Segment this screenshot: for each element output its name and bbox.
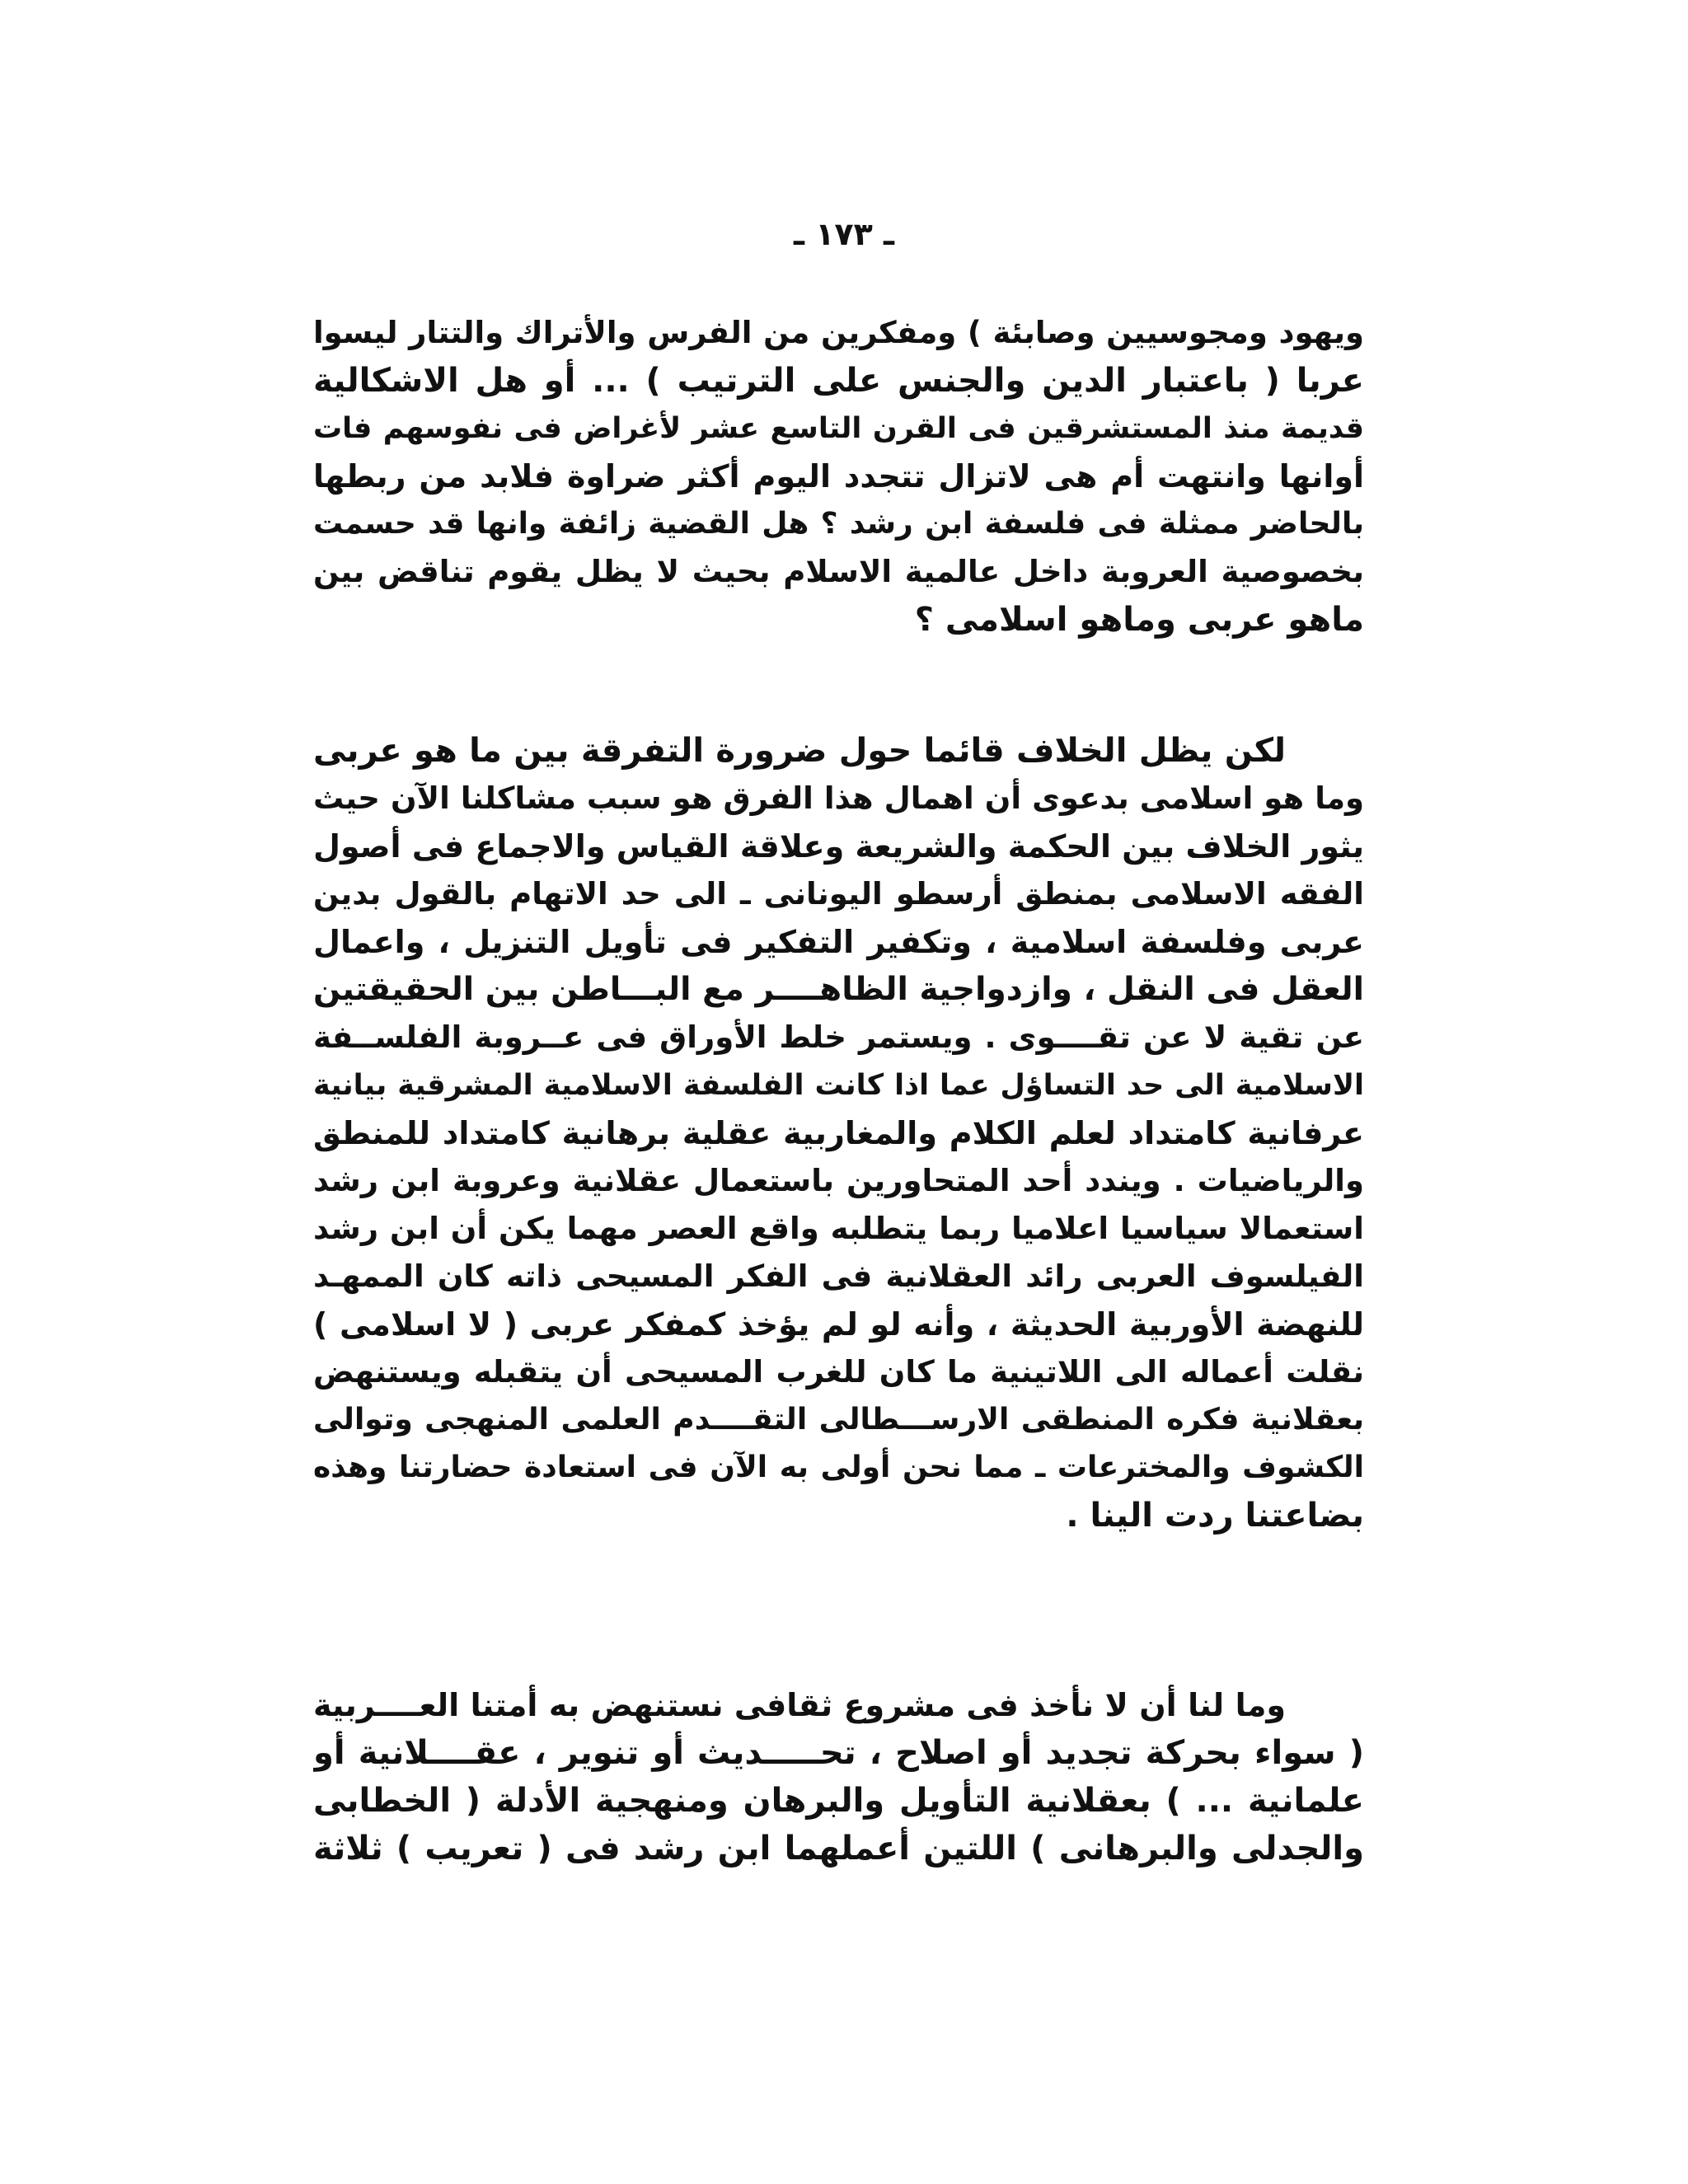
text-line: الكشوف والمخترعات ـ مما نحن أولى به الآن فى استعادة حضارتنا وهذه: [313, 1451, 1364, 1484]
text-line: عرفانية كامتداد لعلم الكلام والمغاربية عقلية برهانية كامتداد للمنطق: [313, 1115, 1364, 1151]
text-line: قديمة منذ المستشرقين فى القرن التاسع عشر لأغراض فى نفوسهم فات: [313, 412, 1364, 445]
paragraph-2: [313, 727, 1364, 1540]
text-line: لكن يظل الخلاف قائما حول ضرورة التفرقة بين ما هو عربى: [313, 732, 1286, 770]
text-line: يثور الخلاف بين الحكمة والشريعة وعلاقة القياس والاجماع فى أصول: [313, 828, 1364, 865]
text-line: والجدلى والبرهانى ) اللتين أعملهما ابن رشد فى ( تعريب ) ثلاثة: [313, 1830, 1364, 1868]
text-line: استعمالا سياسيا اعلاميا ربما يتطلبه واقع العصر مهما يكن أن ابن رشد: [313, 1211, 1364, 1246]
text-line: عن تقية لا عن تقــــوى . ويستمر خلط الأوراق فى عــروبة الفلســفة: [313, 1019, 1364, 1055]
page-number: ـ ١٧٣ ـ: [793, 216, 895, 252]
text-line: الفقه الاسلامى بمنطق أرسطو اليونانى ـ الى حد الاتهام بالقول بدين: [313, 876, 1364, 912]
text-line: ( سواء بحركة تجديد أو اصلاح ، تحـــــديث أو تنوير ، عقــــلانية أو: [313, 1734, 1364, 1772]
text-line: بالحاضر ممثلة فى فلسفة ابن رشد ؟ هل القضية زائفة وانها قد حسمت: [313, 507, 1364, 541]
text-line: والرياضيات . ويندد أحد المتحاورين باستعمال عقلانية وعروبة ابن رشد: [313, 1163, 1364, 1198]
text-line: الاسلامية الى حد التساؤل عما اذا كانت الفلسفة الاسلامية المشرقية بيانية: [313, 1069, 1364, 1102]
text-line: عربى وفلسفة اسلامية ، وتكفير التفكير فى تأويل التنزيل ، واعمال: [313, 924, 1364, 960]
text-line: العقل فى النقل ، وازدواجية الظاهــــر مع البـــاطن بين الحقيقتين: [313, 971, 1364, 1008]
paragraph-3: [313, 1681, 1364, 1872]
text-line: علمانية ... ) بعقلانية التأويل والبرهان ومنهجية الأدلة ( الخطابى: [313, 1782, 1364, 1820]
text-line: الفيلسوف العربى رائد العقلانية فى الفكر المسيحى ذاته كان الممهـد: [313, 1258, 1364, 1294]
paragraph-1: [313, 309, 1364, 644]
text-line: أوانها وانتهت أم هى لاتزال تتجدد اليوم أكثر ضراوة فلابد من ربطها: [313, 458, 1364, 494]
text-line: نقلت أعماله الى اللاتينية ما كان للغرب المسيحى أن يتقبله ويستنهض: [313, 1354, 1364, 1390]
text-line: عربا ( باعتبار الدين والجنس على الترتيب ) ... أو هل الاشكالية: [313, 362, 1364, 400]
text-line: بضاعتنا ردت الينا .: [1066, 1497, 1364, 1535]
text-line: بعقلانية فكره المنطقى الارســـطالى التقــــدم العلمى المنهجى وتوالى: [313, 1403, 1364, 1436]
text-line: وما هو اسلامى بدعوى أن اهمال هذا الفرق هو سبب مشاكلنا الآن حيث: [313, 780, 1364, 816]
text-line: بخصوصية العروبة داخل عالمية الاسلام بحيث لا يظل يقوم تناقض بين: [313, 554, 1364, 589]
text-line: وما لنا أن لا نأخذ فى مشروع ثقافى نستنهض به أمتنا العــــربية: [313, 1687, 1286, 1723]
text-line: ويهود ومجوسيين وصابئة ) ومفكرين من الفرس والأتراك والتتار ليسوا: [313, 315, 1364, 350]
text-line: ماهو عربى وماهو اسلامى ؟: [914, 601, 1364, 639]
text-line: للنهضة الأوربية الحديثة ، وأنه لو لم يؤخذ كمفكر عربى ( لا اسلامى ): [313, 1306, 1364, 1343]
